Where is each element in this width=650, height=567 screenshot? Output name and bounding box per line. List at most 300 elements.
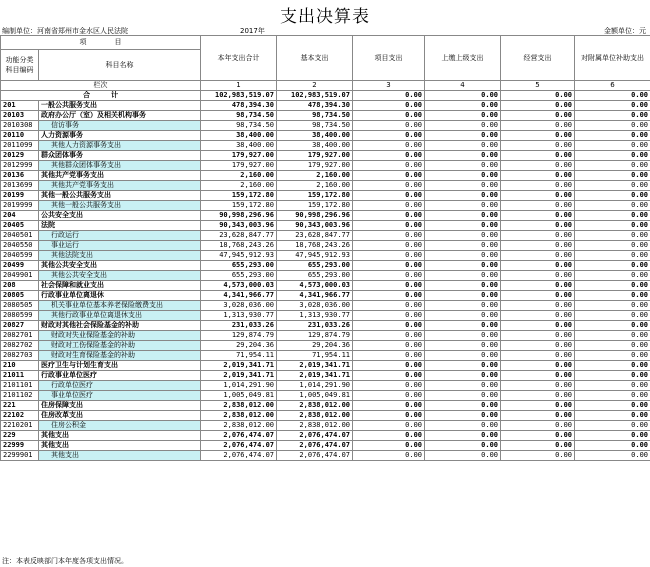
row-value: 0.00	[575, 131, 650, 141]
row-value: 0.00	[425, 391, 501, 401]
row-value: 0.00	[425, 241, 501, 251]
row-value: 0.00	[575, 281, 650, 291]
row-value: 159,172.80	[277, 201, 353, 211]
row-name-cell	[39, 351, 201, 361]
row-value: 1,313,930.77	[277, 311, 353, 321]
row-code: 20129	[1, 151, 39, 161]
row-value: 2,019,341.71	[277, 371, 353, 381]
row-name: 其他支出	[41, 441, 69, 449]
row-value: 0.00	[353, 171, 425, 181]
row-value: 0.00	[353, 271, 425, 281]
row-value: 0.00	[425, 331, 501, 341]
row-value: 0.00	[501, 231, 575, 241]
row-code: 221	[1, 401, 39, 411]
row-name: 公共安全支出	[41, 211, 83, 219]
row-name-cell	[39, 301, 201, 311]
row-value: 0.00	[425, 221, 501, 231]
row-value: 0.00	[575, 361, 650, 371]
row-value: 0.00	[575, 251, 650, 261]
row-value: 47,945,912.93	[277, 251, 353, 261]
row-value: 0.00	[425, 301, 501, 311]
row-value: 0.00	[425, 151, 501, 161]
row-value: 0.00	[353, 431, 425, 441]
row-value: 2,160.00	[201, 181, 277, 191]
row-value: 0.00	[575, 111, 650, 121]
table-row	[1, 401, 650, 411]
row-value: 23,628,847.77	[277, 231, 353, 241]
row-value: 0.00	[425, 311, 501, 321]
row-value: 0.00	[353, 221, 425, 231]
table-row	[1, 371, 650, 381]
row-value: 1,313,930.77	[201, 311, 277, 321]
row-value: 0.00	[501, 241, 575, 251]
col-num-4: 4	[425, 81, 501, 91]
row-name: 其他法院支出	[51, 251, 93, 259]
table-row	[1, 381, 650, 391]
row-value: 0.00	[353, 401, 425, 411]
row-value: 0.00	[575, 411, 650, 421]
row-code: 2040501	[1, 231, 39, 241]
row-code: 2082703	[1, 351, 39, 361]
row-value: 0.00	[501, 421, 575, 431]
row-name-cell	[39, 391, 201, 401]
row-code: 21011	[1, 371, 39, 381]
row-name: 其他公共安全支出	[41, 261, 97, 269]
table-row	[1, 251, 650, 261]
row-value: 0.00	[501, 451, 575, 461]
row-name: 事业单位医疗	[51, 391, 93, 399]
row-value: 4,573,000.03	[277, 281, 353, 291]
col-num-3: 3	[353, 81, 425, 91]
row-value: 0.00	[501, 321, 575, 331]
row-name: 行政事业单位医疗	[41, 371, 97, 379]
col-num-6: 6	[575, 81, 650, 91]
row-name: 群众团体事务	[41, 151, 83, 159]
row-name: 其他人力资源事务支出	[51, 141, 121, 149]
row-value: 0.00	[425, 101, 501, 111]
row-name-cell	[39, 441, 201, 451]
header-code: 功能分类 科目编码	[1, 50, 39, 81]
row-code: 2019999	[1, 201, 39, 211]
row-value: 0.00	[353, 281, 425, 291]
row-value: 4,573,000.03	[201, 281, 277, 291]
header-col-6: 对附属单位补助支出	[575, 36, 650, 81]
row-name-cell	[39, 431, 201, 441]
row-value: 0.00	[575, 301, 650, 311]
row-value: 23,628,847.77	[201, 231, 277, 241]
row-value: 0.00	[425, 401, 501, 411]
row-value: 0.00	[353, 341, 425, 351]
header-col-5: 经营支出	[501, 36, 575, 81]
row-value: 18,768,243.26	[201, 241, 277, 251]
row-value: 129,874.79	[277, 331, 353, 341]
row-value: 0.00	[575, 231, 650, 241]
row-value: 179,927.00	[277, 151, 353, 161]
col-num-1: 1	[201, 81, 277, 91]
row-code: 210	[1, 361, 39, 371]
row-name-cell	[39, 291, 201, 301]
row-name-cell	[39, 211, 201, 221]
row-value: 0.00	[425, 421, 501, 431]
row-value: 0.00	[575, 381, 650, 391]
row-value: 0.00	[425, 361, 501, 371]
row-value: 0.00	[353, 121, 425, 131]
total-label: 合 计	[1, 91, 201, 101]
row-value: 159,172.80	[277, 191, 353, 201]
row-value: 4,341,966.77	[201, 291, 277, 301]
row-value: 0.00	[353, 181, 425, 191]
row-name: 财政对生育保险基金的补助	[51, 351, 135, 359]
row-name-cell	[39, 271, 201, 281]
row-value: 231,033.26	[277, 321, 353, 331]
row-value: 2,076,474.07	[201, 431, 277, 441]
row-value: 0.00	[353, 291, 425, 301]
table-row	[1, 161, 650, 171]
row-value: 231,033.26	[201, 321, 277, 331]
row-code: 2210201	[1, 421, 39, 431]
row-value: 655,293.00	[201, 271, 277, 281]
row-value: 0.00	[501, 331, 575, 341]
row-name-cell	[39, 311, 201, 321]
row-value: 0.00	[501, 411, 575, 421]
row-name: 其他共产党事务支出	[41, 171, 104, 179]
row-value: 0.00	[575, 181, 650, 191]
row-name: 财政对其他社会保险基金的补助	[41, 321, 139, 329]
row-name-cell	[39, 261, 201, 271]
row-code: 2049901	[1, 271, 39, 281]
header-project-group: 项 目	[1, 36, 201, 50]
row-name-cell	[39, 181, 201, 191]
row-value: 0.00	[501, 291, 575, 301]
row-value: 0.00	[575, 271, 650, 281]
row-value: 0.00	[501, 391, 575, 401]
row-value: 0.00	[501, 101, 575, 111]
row-value: 0.00	[575, 431, 650, 441]
row-value: 0.00	[575, 331, 650, 341]
row-value: 0.00	[575, 401, 650, 411]
row-value: 38,400.00	[201, 141, 277, 151]
row-value: 0.00	[575, 101, 650, 111]
row-value: 4,341,966.77	[277, 291, 353, 301]
row-value: 90,998,296.96	[201, 211, 277, 221]
row-name-cell	[39, 121, 201, 131]
row-name-cell	[39, 151, 201, 161]
row-name: 住房改革支出	[41, 411, 83, 419]
header-col-1: 本年支出合计	[201, 36, 277, 81]
row-value: 2,019,341.71	[201, 371, 277, 381]
row-value: 0.00	[353, 251, 425, 261]
row-code: 2040550	[1, 241, 39, 251]
row-value: 0.00	[501, 341, 575, 351]
row-name-cell	[39, 421, 201, 431]
row-value: 0.00	[575, 221, 650, 231]
row-value: 0.00	[425, 161, 501, 171]
row-value: 0.00	[425, 111, 501, 121]
row-value: 0.00	[501, 311, 575, 321]
row-name-cell	[39, 371, 201, 381]
row-value: 0.00	[575, 191, 650, 201]
total-row	[1, 91, 650, 101]
row-value: 38,400.00	[277, 141, 353, 151]
row-value: 0.00	[353, 321, 425, 331]
row-value: 0.00	[353, 231, 425, 241]
row-value: 18,768,243.26	[277, 241, 353, 251]
row-name: 行政单位医疗	[51, 381, 93, 389]
row-name: 一般公共服务支出	[41, 101, 97, 109]
table-row	[1, 231, 650, 241]
row-code: 208	[1, 281, 39, 291]
row-value: 0.00	[353, 351, 425, 361]
table-row	[1, 411, 650, 421]
row-value: 0.00	[501, 181, 575, 191]
report-year: 2017年	[240, 27, 265, 35]
row-name-cell	[39, 231, 201, 241]
row-value: 0.00	[501, 281, 575, 291]
table-row	[1, 311, 650, 321]
row-name-cell	[39, 221, 201, 231]
table-row	[1, 391, 650, 401]
row-value: 2,838,012.00	[277, 411, 353, 421]
row-name: 其他行政事业单位离退休支出	[51, 311, 142, 319]
table-row	[1, 441, 650, 451]
row-value: 2,019,341.71	[201, 361, 277, 371]
row-value: 0.00	[501, 431, 575, 441]
row-code: 2299901	[1, 451, 39, 461]
row-value: 0.00	[501, 191, 575, 201]
row-value: 0.00	[575, 241, 650, 251]
row-value: 655,293.00	[277, 261, 353, 271]
row-name-cell	[39, 321, 201, 331]
row-code: 2101101	[1, 381, 39, 391]
header-name: 科目名称	[39, 50, 201, 81]
row-name: 事业运行	[51, 241, 79, 249]
row-value: 0.00	[501, 131, 575, 141]
row-value: 0.00	[425, 251, 501, 261]
row-code: 20199	[1, 191, 39, 201]
row-name-cell	[39, 161, 201, 171]
row-value: 0.00	[425, 441, 501, 451]
row-value: 0.00	[575, 451, 650, 461]
row-value: 0.00	[353, 201, 425, 211]
total-value: 0.00	[575, 91, 650, 101]
row-value: 2,076,474.07	[277, 431, 353, 441]
row-value: 90,998,296.96	[277, 211, 353, 221]
row-value: 0.00	[501, 361, 575, 371]
row-name: 其他群众团体事务支出	[51, 161, 121, 169]
row-code: 22999	[1, 441, 39, 451]
row-name-cell	[39, 411, 201, 421]
row-value: 159,172.80	[201, 201, 277, 211]
row-name: 住房公积金	[51, 421, 86, 429]
row-value: 0.00	[425, 341, 501, 351]
row-value: 38,400.00	[277, 131, 353, 141]
row-code: 20136	[1, 171, 39, 181]
row-value: 0.00	[575, 341, 650, 351]
row-value: 0.00	[353, 151, 425, 161]
table-row	[1, 131, 650, 141]
row-value: 0.00	[425, 231, 501, 241]
row-value: 0.00	[575, 421, 650, 431]
row-value: 0.00	[353, 301, 425, 311]
row-code: 201	[1, 101, 39, 111]
row-code: 2080599	[1, 311, 39, 321]
row-value: 3,028,036.00	[277, 301, 353, 311]
row-value: 0.00	[575, 371, 650, 381]
table-row	[1, 211, 650, 221]
row-code: 20827	[1, 321, 39, 331]
row-value: 655,293.00	[201, 261, 277, 271]
table-row	[1, 291, 650, 301]
row-value: 0.00	[501, 401, 575, 411]
row-value: 2,076,474.07	[201, 441, 277, 451]
row-value: 47,945,912.93	[201, 251, 277, 261]
row-value: 0.00	[425, 211, 501, 221]
expenditure-table	[0, 35, 650, 461]
row-value: 0.00	[575, 141, 650, 151]
row-value: 0.00	[425, 291, 501, 301]
row-value: 655,293.00	[277, 271, 353, 281]
row-name-cell	[39, 241, 201, 251]
row-value: 179,927.00	[201, 161, 277, 171]
row-value: 0.00	[575, 291, 650, 301]
row-name: 社会保障和就业支出	[41, 281, 104, 289]
row-value: 0.00	[501, 111, 575, 121]
row-name-cell	[39, 401, 201, 411]
row-name-cell	[39, 381, 201, 391]
row-value: 129,874.79	[201, 331, 277, 341]
row-value: 2,160.00	[201, 171, 277, 181]
row-name: 财政对失业保险基金的补助	[51, 331, 135, 339]
row-value: 2,838,012.00	[201, 411, 277, 421]
row-value: 478,394.30	[277, 101, 353, 111]
row-value: 0.00	[501, 161, 575, 171]
row-value: 0.00	[575, 441, 650, 451]
row-value: 0.00	[501, 171, 575, 181]
reporting-unit: 编制单位：河南省郑州市金水区人民法院	[2, 27, 128, 35]
row-name-cell	[39, 201, 201, 211]
row-name: 信访事务	[51, 121, 79, 129]
row-name: 其他一般公共服务支出	[41, 191, 111, 199]
row-name-cell	[39, 331, 201, 341]
row-value: 0.00	[501, 301, 575, 311]
row-value: 0.00	[353, 441, 425, 451]
col-num-2: 2	[277, 81, 353, 91]
row-value: 0.00	[353, 421, 425, 431]
row-code: 2012999	[1, 161, 39, 171]
table-row	[1, 171, 650, 181]
row-value: 0.00	[575, 351, 650, 361]
row-value: 0.00	[425, 261, 501, 271]
row-value: 0.00	[425, 131, 501, 141]
row-code: 20805	[1, 291, 39, 301]
row-name: 人力资源事务	[41, 131, 83, 139]
row-value: 159,172.80	[201, 191, 277, 201]
row-value: 0.00	[353, 241, 425, 251]
row-value: 90,343,003.96	[277, 221, 353, 231]
row-name: 其他公共安全支出	[51, 271, 107, 279]
row-value: 1,014,291.90	[277, 381, 353, 391]
row-value: 0.00	[501, 441, 575, 451]
table-row	[1, 421, 650, 431]
table-row	[1, 281, 650, 291]
row-code: 20499	[1, 261, 39, 271]
row-code: 2082702	[1, 341, 39, 351]
row-value: 0.00	[501, 141, 575, 151]
row-value: 0.00	[575, 321, 650, 331]
table-row	[1, 111, 650, 121]
row-code: 2010308	[1, 121, 39, 131]
table-row	[1, 141, 650, 151]
row-value: 1,005,049.81	[201, 391, 277, 401]
row-value: 0.00	[353, 381, 425, 391]
row-name-cell	[39, 111, 201, 121]
row-name: 医疗卫生与计划生育支出	[41, 361, 118, 369]
row-value: 1,014,291.90	[201, 381, 277, 391]
total-value: 0.00	[425, 91, 501, 101]
row-name: 行政运行	[51, 231, 79, 239]
row-value: 0.00	[353, 451, 425, 461]
row-name-cell	[39, 141, 201, 151]
row-value: 90,343,003.96	[201, 221, 277, 231]
row-value: 0.00	[353, 211, 425, 221]
row-value: 0.00	[501, 381, 575, 391]
row-code: 229	[1, 431, 39, 441]
table-row	[1, 191, 650, 201]
row-value: 0.00	[425, 321, 501, 331]
row-value: 0.00	[425, 141, 501, 151]
row-value: 0.00	[425, 431, 501, 441]
row-code: 2101102	[1, 391, 39, 401]
table-row	[1, 151, 650, 161]
table-row	[1, 121, 650, 131]
row-name: 住房保障支出	[41, 401, 83, 409]
header-col-4: 上缴上级支出	[425, 36, 501, 81]
row-value: 38,400.00	[201, 131, 277, 141]
row-value: 29,204.36	[201, 341, 277, 351]
row-value: 0.00	[353, 131, 425, 141]
row-name-cell	[39, 341, 201, 351]
row-value: 179,927.00	[277, 161, 353, 171]
total-value: 102,983,519.07	[201, 91, 277, 101]
row-name: 政府办公厅（室）及相关机构事务	[41, 111, 146, 119]
header-lanci: 栏次	[1, 81, 201, 91]
row-value: 0.00	[425, 411, 501, 421]
row-name: 其他支出	[41, 431, 69, 439]
row-value: 0.00	[425, 351, 501, 361]
header-col-2: 基本支出	[277, 36, 353, 81]
row-value: 0.00	[353, 331, 425, 341]
total-value: 102,983,519.07	[277, 91, 353, 101]
row-value: 0.00	[501, 271, 575, 281]
row-value: 0.00	[501, 351, 575, 361]
row-name-cell	[39, 361, 201, 371]
row-value: 0.00	[575, 201, 650, 211]
row-value: 0.00	[575, 151, 650, 161]
table-row	[1, 361, 650, 371]
row-name: 其他一般公共服务支出	[51, 201, 121, 209]
currency-unit: 金额单位：元	[604, 27, 646, 35]
row-value: 0.00	[353, 391, 425, 401]
table-row	[1, 341, 650, 351]
row-value: 2,160.00	[277, 181, 353, 191]
row-code: 20103	[1, 111, 39, 121]
row-code: 2080505	[1, 301, 39, 311]
table-row	[1, 181, 650, 191]
row-value: 0.00	[353, 311, 425, 321]
footnote: 注：本表反映部门本年度各项支出情况。	[2, 557, 128, 565]
row-value: 0.00	[425, 281, 501, 291]
row-code: 20405	[1, 221, 39, 231]
